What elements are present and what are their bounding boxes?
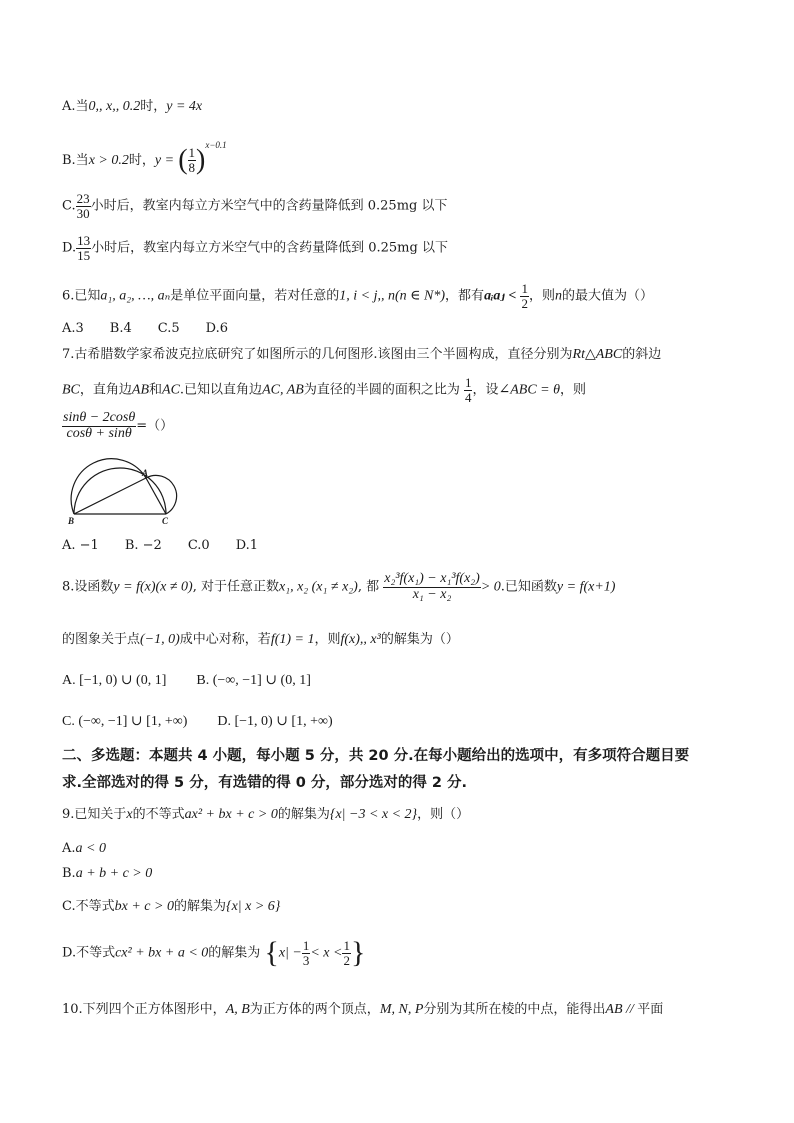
q7-semicircle-figure bbox=[62, 450, 192, 530]
q9-option-d: D.不等式cx² + bx + a < 0的解集为 {x| − $\frac{1}{3}$ < x < $\frac{1}{2}$ } bbox=[62, 936, 366, 969]
q9-option-a: A.a < 0 bbox=[62, 841, 106, 856]
q7-option-c: C.0 bbox=[187, 538, 210, 553]
q8-fraction: $\frac{\text{x₂³f(x₁) − x₁³f(x₂)}}{\text{x₁ − x₂}}$ bbox=[384, 571, 480, 602]
q5-option-d: D. $\frac{13}{15}$ 小时后，教室内每立方米空气中的含药量降低到 0.25mg 以下 bbox=[62, 233, 448, 263]
label-c: C bbox=[162, 516, 169, 526]
semicircle-ab bbox=[71, 459, 149, 514]
q7-options bbox=[62, 538, 284, 554]
label-b: B bbox=[68, 516, 75, 526]
q8-stem-line2: 的图象关于点(−1, 0)成中心对称，若f(1) = 1，则f(x),, x³的解集为（） bbox=[62, 632, 459, 647]
q7-option-d: D.1 bbox=[235, 538, 259, 553]
q8-option-b: B. (−∞, −1] ∪ (0, 1] bbox=[196, 673, 311, 688]
q6-half-fraction: $\frac{1}{2}$ bbox=[521, 281, 528, 311]
q7-stem-line1: 7.古希腊数学家希波克拉底研究了如图所示的几何图形.该图由三个半圆构成，直径分别为Rt△ABC的斜边 bbox=[62, 347, 662, 362]
q8-option-a: A. [−1, 0) ∪ (0, 1] bbox=[62, 673, 167, 688]
q10-stem: 10.下列四个正方体图形中，A, B为正方体的两个顶点，M, N, P分别为其所在棱的中点，能得出AB // 平面 bbox=[62, 1002, 664, 1017]
q8-stem-line1: 8.设函数y = f(x)(x ≠ 0), 对于任意正数x₁, x₂ (x₁ ≠ x₂), 都 $\frac{\text{x₂³f(x₁) − x₁³f(x₂)}}{\text{x₁ − x₂}}$ > 0.已知函数y = f(x+1) bbox=[62, 571, 616, 602]
q8-options-row2 bbox=[62, 714, 333, 731]
q6-option-a: A.3 bbox=[62, 321, 84, 336]
q7-stem-line2: BC，直角边AB和AC.已知以直角边AC, AB为直径的半圆的面积之比为 $\frac{1}{4}$ ，设∠ABC = θ，则 bbox=[62, 375, 586, 405]
q5-c-fraction: $\frac{23}{30}$ bbox=[76, 191, 90, 221]
q7-trig-fraction: $\frac{\sin\theta - 2\cos\theta}{\cos\theta + \sin\theta}$ bbox=[63, 410, 136, 441]
q6-option-c: C.5 bbox=[157, 321, 180, 336]
q6-option-d: D.6 bbox=[205, 321, 229, 336]
q7-option-a: A. −1 bbox=[62, 538, 99, 553]
q7-quarter-fraction: $\frac{1}{4}$ bbox=[464, 375, 472, 405]
q7-expression: $\frac{\sin\theta - 2\cos\theta}{\cos\theta + \sin\theta}$ =（） bbox=[63, 410, 174, 441]
label-a: A bbox=[142, 468, 149, 478]
q5-option-b: B.当x > 0.2时，y = ( $\frac{1}{8}$ )$^{x-0.1}$ bbox=[62, 140, 227, 176]
q7-option-b: B. −2 bbox=[124, 538, 162, 553]
q6-stem: 6.已知a₁, a₂, …, aₙ是单位平面向量，若对任意的1, i < j,, n(n ∈ N*)，都有aᵢaⱼ < $\frac{1}{2}$ ，则n的最大值为（） bbox=[62, 281, 653, 311]
segment-ab bbox=[74, 478, 146, 514]
q8-option-d: D. [−1, 0) ∪ [1, +∞) bbox=[217, 714, 333, 729]
section2-heading-line1: 二、多选题：本题共 4 小题，每小题 5 分，共 20 分.在每小题给出的选项中，有多项符合题目要 bbox=[62, 748, 690, 764]
q5-option-a: A.当0,, x,, 0.2时，y = 4x bbox=[62, 99, 203, 114]
q9-option-b: B.a + b + c > 0 bbox=[62, 866, 153, 881]
q8-option-c: C. (−∞, −1] ∪ [1, +∞) bbox=[62, 714, 188, 729]
q6-options bbox=[62, 321, 254, 337]
q5-d-fraction: $\frac{13}{15}$ bbox=[77, 233, 91, 263]
q8-options-row1 bbox=[62, 673, 311, 690]
section2-heading-line2: 求.全部选对的得 5 分，有选错的得 0 分，部分选对的得 2 分. bbox=[62, 775, 468, 791]
q6-option-b: B.4 bbox=[109, 321, 132, 336]
q9-option-c: C.不等式bx + c > 0的解集为{x| x > 6} bbox=[62, 899, 281, 914]
q5-option-c: C. $\frac{23}{30}$ 小时后，教室内每立方米空气中的含药量降低到 0.25mg 以下 bbox=[62, 191, 448, 221]
q5-b-fraction: $\frac{1}{8}$ bbox=[188, 145, 196, 175]
q9-stem: 9.已知关于x的不等式ax² + bx + c > 0的解集为{x| −3 < x < 2}，则（） bbox=[62, 807, 470, 822]
